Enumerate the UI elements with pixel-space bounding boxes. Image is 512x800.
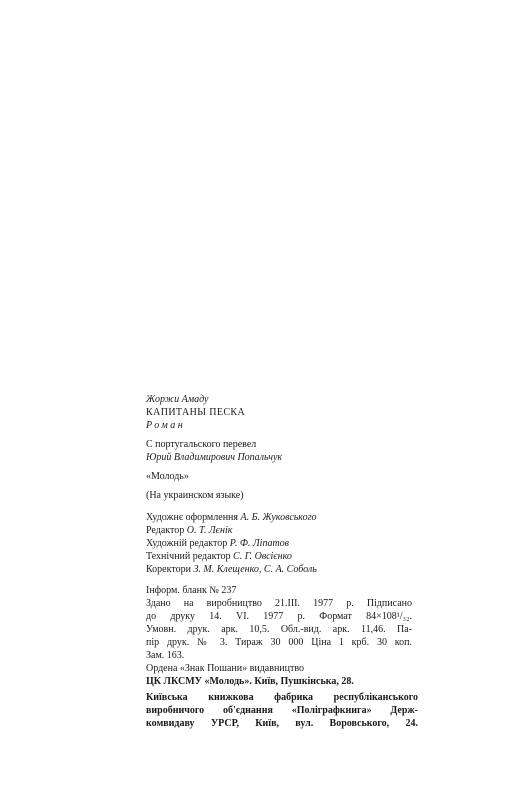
credit-role: Редактор [146,525,185,536]
book-genre: Роман [146,420,186,431]
publisher-line: ЦК ЛКСМУ «Молодь». Київ, Пушкінська, 28. [146,676,354,687]
credit-role: Художнє оформлення [146,512,238,523]
credit-line [146,563,476,576]
publisher-quote: «Молодь» [146,471,189,482]
translation-note: С португальского перевел [146,439,257,450]
credit-role: Технічний редактор [146,551,231,562]
printer-line: виробничого об'єднання «Поліграфкнига» Держ- [146,705,418,716]
language-note: (На украинском языке) [146,490,244,501]
credits-list [146,511,476,576]
credit-name: А. Б. Жуковського [240,512,317,523]
printer-details [146,691,476,730]
imprint-block [146,393,476,730]
credit-line [146,550,476,563]
book-title: КАПИТАНЫ ПЕСКА [146,407,246,418]
publisher-line: Ордена «Знак Пошани» видавництво [146,663,305,674]
printer-line: Київська книжкова фабрика республіканського [146,692,418,703]
production-line: Умовн. друк. арк. 10,5. Обл.-вид. арк. 11,46. Па- [146,624,412,635]
production-details [146,584,476,662]
translator-name: Юрий Владимирович Попальчук [146,452,283,463]
credit-line [146,524,476,537]
production-line: Інформ. бланк № 237 [146,585,237,596]
credit-line [146,511,476,524]
author-name: Жоржи Амаду [146,394,209,405]
credit-name: Р. Ф. Ліпатов [229,538,290,549]
production-line: Зам. 163. [146,650,185,661]
credit-line [146,537,476,550]
production-line: пір друк. № 3. Тираж 30 000 Ціна 1 крб. 30 коп. [146,637,412,648]
production-line: Здано на виробництво 21.ІІІ. 1977 р. Підписано [146,598,412,609]
production-line: до друку 14. VI. 1977 р. Формат 84×108¹/₃₂. [146,611,412,622]
credit-role: Художній редактор [146,538,228,549]
credit-name: О. Т. Лєнік [186,525,233,536]
credit-name: З. М. Клещенко, С. А. Соболь [193,564,317,575]
credit-role: Коректори [146,564,191,575]
printer-line: комвидаву УРСР, Київ, вул. Воровського, 24. [146,718,418,729]
credit-name: С. Г. Овсієнко [233,551,292,562]
